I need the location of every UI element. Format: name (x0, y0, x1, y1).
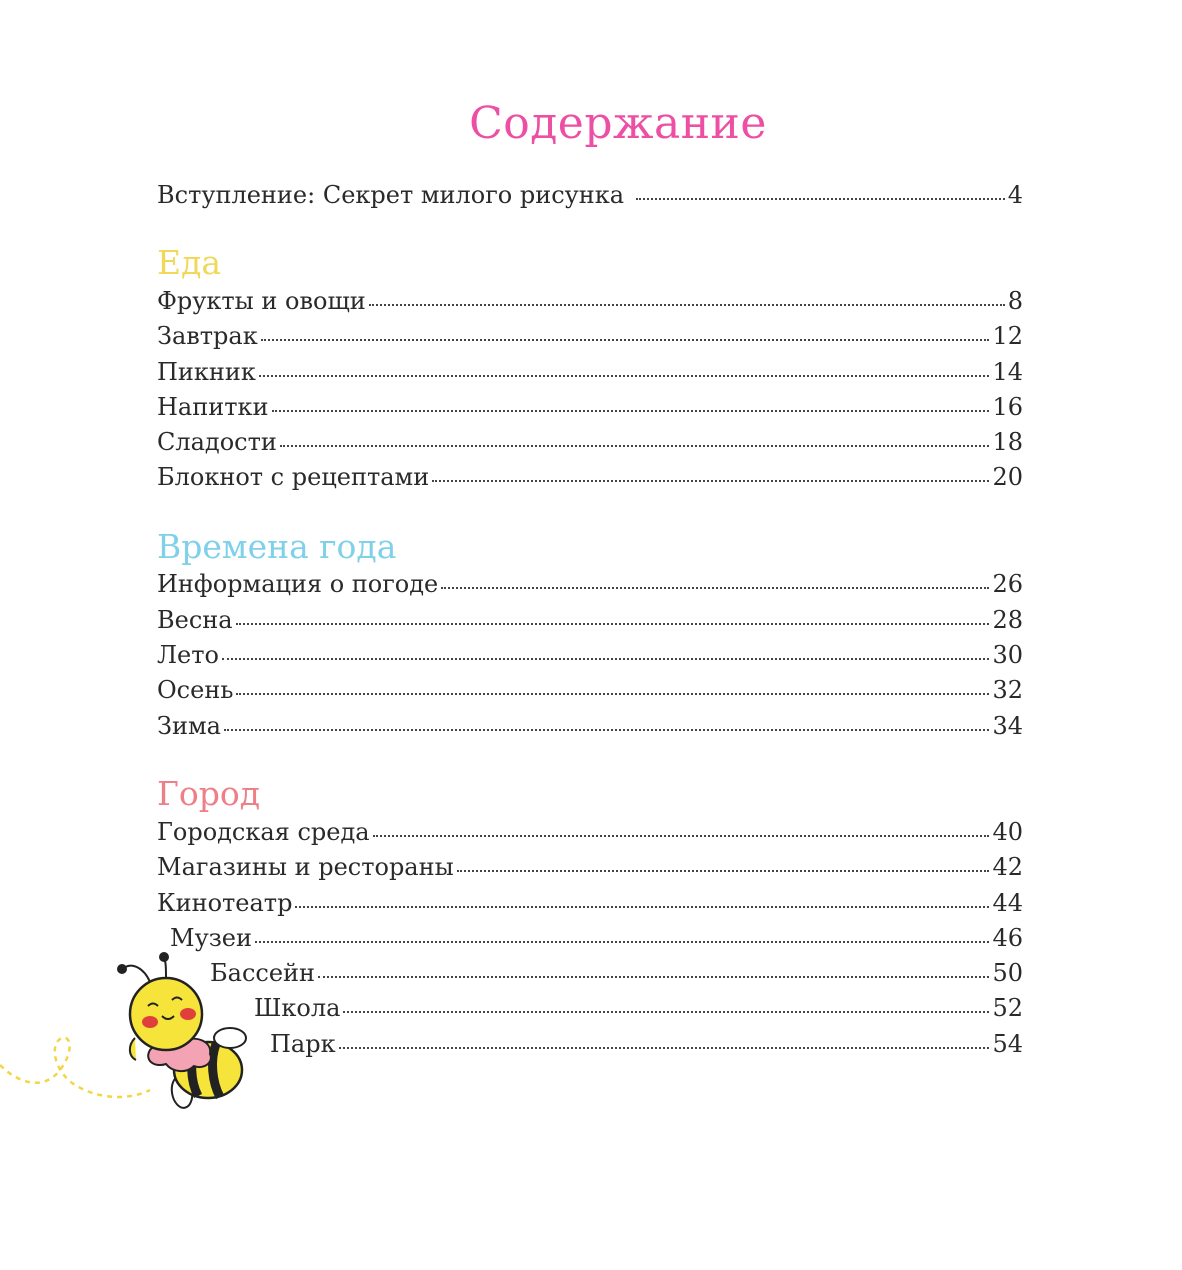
toc-row[interactable] (157, 286, 1023, 316)
toc-page-number: 54 (992, 1030, 1023, 1058)
section-heading-food: Еда (157, 243, 222, 282)
toc-item-label: Городская среда (157, 818, 370, 846)
toc-item-label: Напитки (157, 393, 269, 421)
toc-item-label: Весна (157, 606, 233, 634)
dot-leader (236, 693, 989, 695)
toc-item-label: Магазины и рестораны (157, 853, 454, 881)
dot-leader (236, 623, 990, 625)
toc-page-number: 4 (1007, 181, 1023, 209)
toc-page-number: 28 (992, 606, 1023, 634)
toc-item-label: Лето (157, 641, 219, 669)
toc-row[interactable] (157, 569, 1023, 599)
section-heading-city: Город (157, 774, 261, 813)
flight-path (0, 1038, 150, 1097)
toc-page-number: 40 (992, 818, 1023, 846)
dot-leader (369, 304, 1005, 306)
toc-item-label: Пикник (157, 358, 256, 386)
toc-item-label: Информация о погоде (157, 570, 439, 598)
toc-page-number: 34 (992, 712, 1023, 740)
toc-row[interactable] (270, 1029, 1023, 1059)
dot-leader (343, 1011, 989, 1013)
toc-item-label: Завтрак (157, 322, 258, 350)
toc-row[interactable] (210, 958, 1023, 988)
toc-item-label: Блокнот с рецептами (157, 463, 430, 491)
toc-row[interactable] (157, 675, 1023, 705)
toc-item-label: Сладости (157, 428, 277, 456)
dot-leader (339, 1047, 990, 1049)
toc-row[interactable] (157, 427, 1023, 457)
toc-item-label: Осень (157, 676, 234, 704)
dot-leader (373, 835, 990, 837)
toc-row[interactable] (157, 852, 1023, 882)
toc-page-number: 18 (992, 428, 1023, 456)
dot-leader (441, 587, 989, 589)
toc-row[interactable] (157, 888, 1023, 918)
toc-page-number: 30 (992, 641, 1023, 669)
toc-row[interactable] (157, 392, 1023, 422)
dot-leader (457, 870, 990, 872)
toc-page-number: 42 (992, 853, 1023, 881)
bee-cheek (180, 1008, 196, 1020)
bee-illustration (0, 950, 260, 1120)
toc-page-number: 20 (992, 463, 1023, 491)
toc-page-number: 12 (992, 322, 1023, 350)
toc-page-number: 8 (1007, 287, 1023, 315)
bee-antenna (124, 966, 150, 982)
dot-leader (224, 729, 990, 731)
toc-page-number: 32 (992, 676, 1023, 704)
toc-page-number: 16 (992, 393, 1023, 421)
toc-page-number: 14 (992, 358, 1023, 386)
toc-page-number: 44 (992, 889, 1023, 917)
bee-antenna-tip (159, 952, 169, 962)
toc-page-number: 26 (992, 570, 1023, 598)
dot-leader (280, 445, 990, 447)
dot-leader (261, 339, 990, 341)
toc-row[interactable] (157, 321, 1023, 351)
toc-page-number: 52 (992, 994, 1023, 1022)
bee-antenna-tip (117, 964, 127, 974)
toc-item-label: Музеи (170, 924, 252, 952)
toc-item-label: Бассейн (210, 959, 316, 987)
dot-leader (432, 480, 989, 482)
toc-row-intro[interactable] (157, 180, 1023, 210)
toc-item-label: Кинотеатр (157, 889, 293, 917)
toc-item-label: Парк (270, 1030, 336, 1058)
bee-wing (214, 1028, 246, 1048)
dot-leader (318, 976, 989, 978)
dot-leader (255, 941, 989, 943)
toc-row[interactable] (157, 817, 1023, 847)
dot-leader (259, 375, 990, 377)
toc-page-number: 46 (992, 924, 1023, 952)
toc-row[interactable] (157, 462, 1023, 492)
toc-item-label: Фрукты и овощи (157, 287, 366, 315)
dot-leader (222, 658, 989, 660)
bee-arm (130, 1038, 136, 1060)
dot-leader (272, 410, 990, 412)
dot-leader (636, 198, 1005, 200)
toc-row[interactable] (157, 640, 1023, 670)
toc-row[interactable] (157, 711, 1023, 741)
section-heading-seasons: Времена года (157, 527, 397, 566)
toc-row[interactable] (157, 605, 1023, 635)
toc-item-label: Зима (157, 712, 221, 740)
bee-cheek (142, 1016, 158, 1028)
toc-row[interactable] (170, 923, 1023, 953)
toc-page-number: 50 (992, 959, 1023, 987)
toc-row[interactable] (254, 993, 1023, 1023)
toc-item-label: Школа (254, 994, 341, 1022)
toc-item-label: Вступление: Секрет милого рисунка (157, 181, 625, 209)
dot-leader (295, 906, 989, 908)
toc-row[interactable] (157, 357, 1023, 387)
page-title: Содержание (469, 98, 767, 149)
